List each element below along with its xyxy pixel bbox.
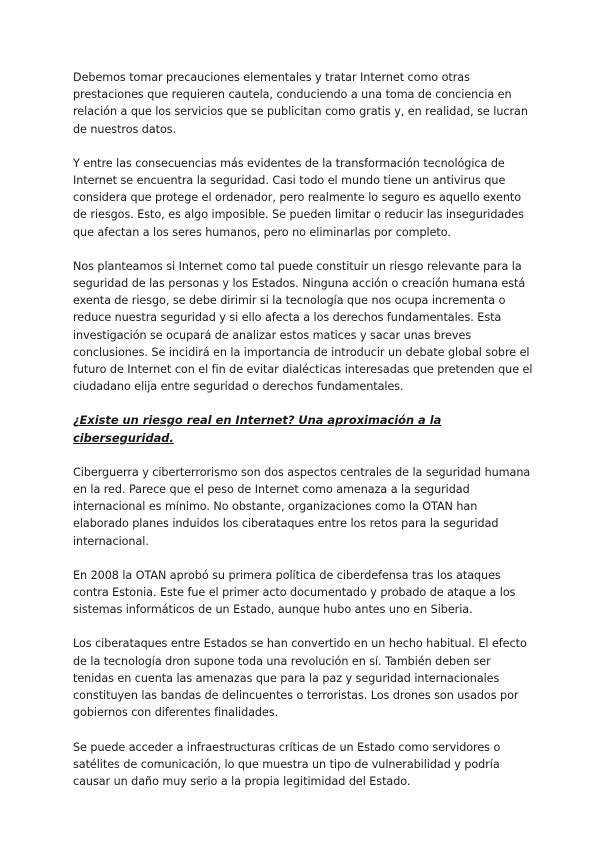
section-heading: ¿Existe un riesgo real en Internet? Una aproximación a la ciberseguridad. [73,413,442,445]
paragraph-intro-2: Y entre las consecuencias más evidentes de la transformación tecnológica de Internet se encuentra la seguridad. Casi todo el mundo tiene un antivirus que considera que protege el ordenador, pero realmente lo seguro es aquello exento de riesgos. Esto, es algo imposible. Se pueden limitar o reducir las inseguridades que afectan a los seres humanos, pero no eliminarlas por completo. [73,156,524,239]
paragraph-intro-1: Debemos tomar precauciones elementales y tratar Internet como otras prestaciones que requieren cautela, conduciendo a una toma de conciencia en relación a que los servicios que se publicitan como gratis y, en realidad, se lucran de nuestros datos. [73,71,528,136]
paragraph-section-4: Se puede acceder a infraestructuras críticas de un Estado como servidores o satélites de comunicación, lo que muestra un tipo de vulnerabilidad y podría causar un daño muy serio a la propia legitimidad del Estado. [73,740,501,788]
paragraph-section-2: En 2008 la OTAN aprobó su primera política de ciberdefensa tras los ataques contra Estonia. Este fue el primer acto documentado y probado de ataque a los sistemas informáticos de un Estado, aunque hubo antes uno en Siberia. [73,568,516,617]
document-page [73,69,533,790]
paragraph-section-1: Ciberguerra y ciberterrorismo son dos aspectos centrales de la seguridad humana en la red. Parece que el peso de Internet como amenaza a la seguridad internacional es mínimo. No obstante, organizaciones como la OTAN han elaborado planes induidos los ciberataques entre los retos para la seguridad internacional. [73,465,531,548]
paragraph-intro-3: Nos planteamos si Internet como tal puede constituir un riesgo relevante para la seguridad de las personas y los Estados. Ninguna acción o creación humana está exenta de riesgo, se debe dirimir si la tecnología que nos ocupa incrementa o reduce nuestra seguridad y si ello afecta a los derechos fundamentales. Esta investigación se ocupará de analizar estos matices y sacar unas breves conclusiones. Se incidirá en la importancia de introducir un debate global sobre el futuro de Internet con el fin de evitar dialécticas interesadas que pretenden que el ciudadano elija entre seguridad o derechos fundamentales. [73,259,533,394]
paragraph-section-3: Los ciberataques entre Estados se han convertido en un hecho habitual. El efecto de la tecnología dron supone toda una revolución en sí. También deben ser tenidas en cuenta las amenazas que para la paz y seguridad internacionales constituyen las bandas de delincuentes o terroristas. Los drones son usados por gobiernos con diferentes finalidades. [73,637,527,720]
